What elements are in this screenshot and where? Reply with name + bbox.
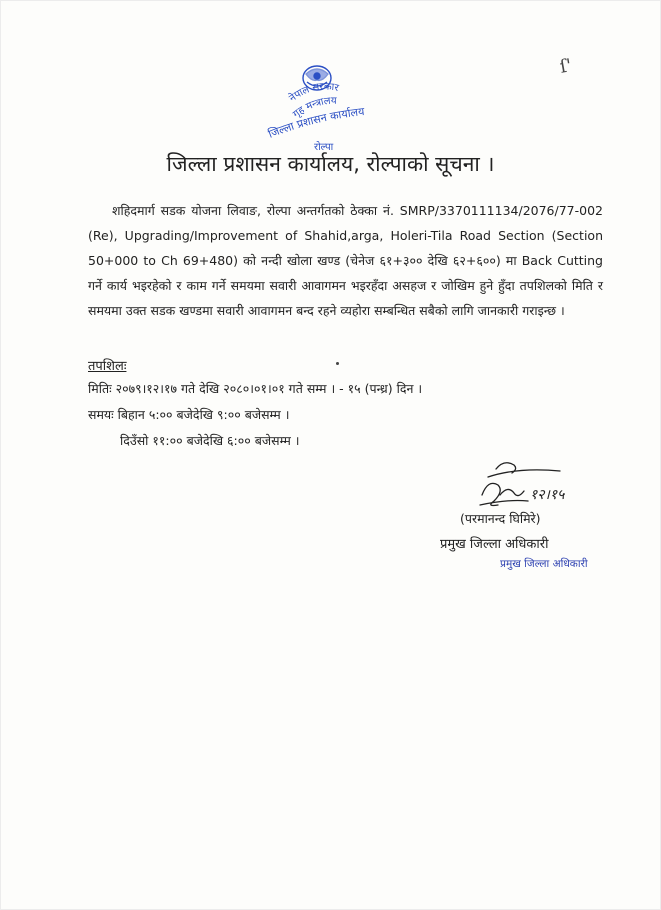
stray-ink-dot [336, 362, 339, 365]
details-title: तपशिलः [88, 359, 127, 374]
seal-text-1: नेपाल सरकार [287, 81, 340, 105]
government-seal [262, 60, 382, 160]
office-stamp: प्रमुख जिल्ला अधिकारी [500, 558, 588, 570]
notice-body: शहिदमार्ग सडक योजना लिवाङ, रोल्पा अन्तर्गतको ठेक्का नं. SMRP/3370111134/2076/77-002 (Re), Upgrading/Improvement of Shahid,arga, Holeri-Tila Road Section (Section 50+000 to Ch 69+480) को नन्दी खोला खण्ड (चेनेज ६१+३०० देखि ६२+६००) मा Back Cutting गर्ने कार्य भइरहेको र काम गर्ने समयमा सवारी आवागमन भइरहँदा असहज र जोखिम हुने हुँदा तपशिलको मिति र समयमा उक्त सडक खण्डमा सवारी आवागमन बन्द रहने व्यहोरा सम्बन्धित सबैको लागि जानकारी गराइन्छ । [88, 203, 603, 318]
signatory-title: प्रमुख जिल्ला अधिकारी [440, 537, 549, 552]
signatory-name: (परमानन्द घिमिरे) [460, 511, 541, 526]
seal-text-4: रोल्पा [314, 142, 334, 153]
seal-emblem-icon [262, 60, 382, 160]
signature-date: १२।१५ [530, 487, 565, 503]
seal-text-2: गृह मन्त्रालय [291, 95, 337, 121]
date-range-line: मितिः २०७९।१२।१७ गते देखि २०८०।०१।०१ गते सम्म । - १५ (पन्ध्र) दिन । [88, 381, 423, 396]
afternoon-time-line: दिउँसो ११:०० बजेदेखि ६:०० बजेसम्म । [120, 433, 300, 448]
morning-time-line: समयः बिहान ५:०० बजेदेखि ९:०० बजेसम्म । [88, 407, 290, 422]
seal-text-3: जिल्ला प्रशासन कार्यालय [266, 105, 366, 141]
notice-heading: जिल्ला प्रशासन कार्यालय, रोल्पाको सूचना । [166, 152, 495, 176]
corner-pen-mark: ſ' [558, 55, 574, 78]
handwritten-signature [468, 455, 588, 515]
svg-text:जिल्ला प्रशासन कार्यालय [266, 105, 365, 141]
signature-scribble-icon [468, 455, 588, 515]
